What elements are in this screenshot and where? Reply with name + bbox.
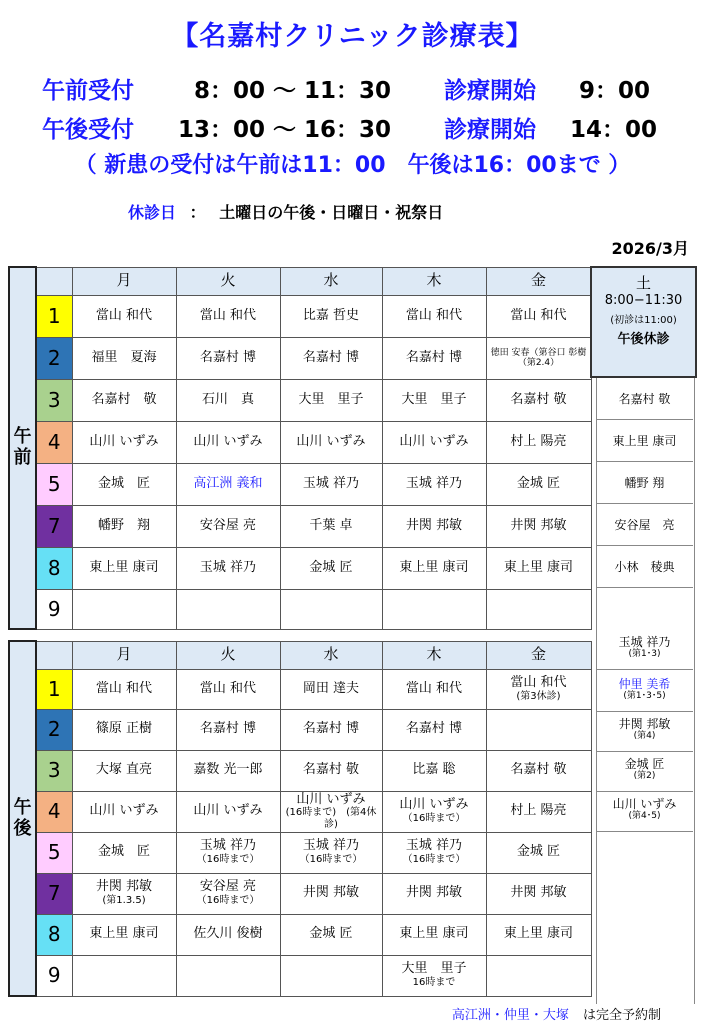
pm-day-header: 金 [486,641,591,669]
doctor-name: 當山 和代 [510,674,567,690]
am-doctor-cell [280,505,382,547]
doctor-note: 16時まで [412,977,456,989]
am-doctor-cell [72,505,176,547]
pm-doctor-cell [72,832,176,873]
doctor-name: 山川 いずみ [193,433,263,449]
am-corner [36,267,72,295]
am-doctor-cell [176,379,280,421]
doctor-name: 東上里 康司 [399,559,469,575]
am-doctor-cell [72,589,176,629]
pm-doctor-cell [486,873,591,914]
doctor-name: 當山 和代 [95,307,153,323]
pm-row [9,669,591,709]
am-doctor-cell [382,463,486,505]
am-doctor-cell [280,337,382,379]
am-slot-number: 5 [36,463,72,505]
pm-doctor-cell [486,709,591,750]
pm-doctor-cell [72,955,176,996]
doctor-name: 玉城 祥乃 [199,559,257,575]
doctor-name: 井関 邦敏 [510,517,567,533]
doctor-name: 玉城 祥乃 [405,838,463,854]
doctor-name: 玉城 祥乃 [618,635,671,649]
doctor-name: 井関 邦敏 [405,517,463,533]
doctor-name: 當山 和代 [405,680,463,696]
pm-doctor-cell [72,750,176,791]
am-schedule-table [8,266,592,630]
pm-doctor-cell [280,709,382,750]
pm-row [9,955,591,996]
pm-doctor-cell [72,709,176,750]
pm-row [9,873,591,914]
am-doctor-cell [72,337,176,379]
am-doctor-cell [280,421,382,463]
doctor-name: 金城 匠 [516,475,561,491]
doctor-name: 當山 和代 [405,307,463,323]
doctor-note: （16時まで） [402,854,466,866]
pm-start: 14：00 [570,117,658,143]
footer-text: は完全予約制 [582,1008,661,1023]
month-label: 2026/3月 [611,239,689,258]
pm-corner [36,641,72,669]
pm-doctor-cell [176,914,280,955]
am-doctor-cell [280,547,382,589]
pm-slot-number: 1 [36,669,72,709]
am-doctor-cell [280,463,382,505]
saturday-pm-closed: 午後休診 [617,332,670,347]
doctor-name: 山川 いずみ [399,797,469,813]
doctor-name: 名嘉村 博 [405,721,463,737]
doctor-name: 當山 和代 [95,680,153,696]
pm-time: 13：00 ～ 16：30 [178,117,392,143]
doctor-name: 玉城 祥乃 [199,838,257,854]
am-slot-number: 2 [36,337,72,379]
doctor-name: 金城 匠 [309,926,353,942]
doctor-name: 名嘉村 博 [302,349,360,365]
doctor-name: 東上里 康司 [89,926,159,942]
am-row [9,547,591,589]
am-slot-number: 9 [36,589,72,629]
doctor-name: 玉城 祥乃 [302,838,360,854]
pm-slot-number: 8 [36,914,72,955]
pm-day-header: 木 [382,641,486,669]
am-doctor-cell [382,337,486,379]
pm-doctor-cell [382,709,486,750]
doctor-name: 徳田 安春（第谷口 彰樹（第2.4） [490,347,587,368]
am-label: 午前受付 [42,78,134,104]
pm-schedule-table [8,640,592,997]
doctor-name: 金城 匠 [97,844,150,860]
doctor-note: (第2) [633,771,656,782]
doctor-note: (第4･5) [628,811,661,822]
pm-doctor-cell [486,669,591,709]
doctor-name: 山川 いずみ [296,791,366,807]
pm-slot-number: 9 [36,955,72,996]
am-time: 8：00 ～ 11：30 [194,78,392,104]
pm-doctor-cell [176,709,280,750]
doctor-name: 名嘉村 敬 [91,391,157,407]
pm-doctor-cell [280,791,382,832]
pm-doctor-cell [382,873,486,914]
am-doctor-cell [486,337,591,379]
am-start-label: 診療開始 [444,78,536,104]
pm-day-header: 火 [176,641,280,669]
pm-doctor-cell [72,873,176,914]
doctor-name: 大里 里子 [401,391,467,407]
pm-doctor-cell [486,914,591,955]
am-slot-number: 3 [36,379,72,421]
doctor-name: 名嘉村 敬 [510,762,567,778]
doctor-name: 當山 和代 [199,680,257,696]
am-doctor-cell [486,547,591,589]
pm-doctor-cell [382,669,486,709]
doctor-note: (第1･3) [628,649,661,660]
pm-doctor-cell [280,873,382,914]
doctor-note: (第3休診) [516,690,561,702]
doctor-name: 福里 夏海 [91,349,157,365]
doctor-name: 村上 陽亮 [510,803,567,819]
doctor-note: （16時まで） [196,854,260,866]
doctor-name: 大里 里子 [298,391,364,407]
am-row [9,337,591,379]
doctor-name: 村上 陽亮 [510,433,567,449]
doctor-name: 大里 里子 [401,961,467,977]
am-row [9,379,591,421]
doctor-name: 金城 匠 [309,559,353,575]
doctor-name: 名嘉村 博 [302,721,360,737]
pm-day-header: 月 [72,641,176,669]
pm-side-label: 午後 [9,641,36,996]
doctor-name: 山川 いずみ [399,433,469,449]
doctor-name: 佐久川 俊樹 [193,926,263,942]
pm-start-label: 診療開始 [444,117,536,143]
am-doctor-cell [72,463,176,505]
doctor-note: (第4) [633,731,656,742]
saturday-header [590,266,697,378]
pm-doctor-cell [382,750,486,791]
am-doctor-cell [382,379,486,421]
am-start: 9：00 [579,78,651,104]
saturday-doctor: 安谷屋 亮 [596,504,693,546]
am-day-header: 月 [72,267,176,295]
am-doctor-cell [176,589,280,629]
am-doctor-cell [72,547,176,589]
doctor-name: 東上里 康司 [503,559,574,575]
am-slot-number: 8 [36,547,72,589]
pm-doctor-cell [486,955,591,996]
pm-doctor-cell [176,873,280,914]
doctor-name: 安谷屋 亮 [199,517,257,533]
pm-slot-number: 2 [36,709,72,750]
doctor-name: 當山 和代 [199,307,257,323]
doctor-name: 當山 和代 [510,307,567,323]
saturday-time: 8:00−11:30 [604,293,683,308]
am-doctor-cell [486,295,591,337]
am-doctor-cell [486,421,591,463]
am-doctor-cell [486,463,591,505]
pm-doctor-cell [382,955,486,996]
doctor-name: 井関 邦敏 [302,885,360,901]
pm-doctor-cell [176,832,280,873]
doctor-name: 嘉数 光一郎 [193,762,263,778]
closed-label: 休診日 [128,203,177,222]
new-patient-note: （ 新患の受付は午前は11：00 午後は16：00まで ） [74,153,631,178]
saturday-extra-doctor [596,752,693,792]
doctor-name: 東上里 康司 [399,926,469,942]
doctor-name: 金城 匠 [624,757,665,771]
pm-doctor-cell [382,832,486,873]
am-doctor-cell [72,421,176,463]
saturday-extra-doctor [596,672,693,712]
pm-doctor-cell [176,669,280,709]
doctor-name: 井関 邦敏 [618,717,671,731]
pm-row [9,750,591,791]
doctor-name: 東上里 康司 [503,926,574,942]
saturday-note: (初診は11:00) [610,315,677,326]
doctor-name: 大塚 直亮 [95,762,153,778]
closed-sep: ： [189,203,206,222]
closed-days [128,200,443,223]
pm-doctor-cell [72,669,176,709]
doctor-name: 井関 邦敏 [95,879,153,895]
doctor-name: 名嘉村 敬 [510,391,567,407]
am-day-header: 木 [382,267,486,295]
doctor-name: 千葉 卓 [309,517,353,533]
doctor-name: 仲里 美希 [618,677,671,691]
pm-doctor-cell [486,750,591,791]
saturday-extra-doctor [596,792,693,832]
doctor-note: (第1.3.5) [102,895,146,907]
am-doctor-cell [486,505,591,547]
doctor-name: 篠原 正樹 [95,721,153,737]
saturday-extra-doctor [596,630,693,670]
pm-row [9,914,591,955]
doctor-name: 安谷屋 亮 [199,879,257,895]
doctor-name: 東上里 康司 [89,559,159,575]
pm-doctor-cell [176,750,280,791]
doctor-name: 高江洲 義和 [193,475,263,491]
am-doctor-cell [176,463,280,505]
am-doctor-cell [382,547,486,589]
am-row [9,589,591,629]
doctor-name: 比嘉 聡 [412,762,456,778]
am-doctor-cell [382,505,486,547]
doctor-note: (第1･3･5) [623,691,666,702]
am-day-header: 水 [280,267,382,295]
am-doctor-cell [280,295,382,337]
doctor-name: 石川 真 [201,391,254,407]
pm-doctor-cell [280,914,382,955]
am-slot-number: 1 [36,295,72,337]
doctor-name: 金城 匠 [516,844,561,860]
am-row [9,295,591,337]
saturday-doctor: 東上里 康司 [596,420,693,462]
doctor-name: 山川 いずみ [296,433,366,449]
am-doctor-cell [486,379,591,421]
doctor-note: （16時まで） [402,813,466,825]
am-doctor-cell [382,421,486,463]
pm-doctor-cell [382,914,486,955]
am-doctor-cell [72,379,176,421]
pm-row [9,832,591,873]
am-doctor-cell [280,589,382,629]
am-doctor-cell [382,589,486,629]
am-doctor-cell [280,379,382,421]
pm-slot-number: 4 [36,791,72,832]
pm-doctor-cell [486,791,591,832]
doctor-note: （16時まで） [299,854,363,866]
saturday-extra-doctor [596,712,693,752]
footer-names: 高江洲・仲里・大塚 [451,1008,569,1023]
doctor-name: 幡野 翔 [97,517,150,533]
doctor-name: 山川 いずみ [612,797,677,811]
doctor-name: 名嘉村 敬 [302,762,360,778]
pm-row [9,709,591,750]
pm-doctor-cell [176,955,280,996]
pm-slot-number: 7 [36,873,72,914]
am-doctor-cell [486,589,591,629]
am-day-header: 火 [176,267,280,295]
am-doctor-cell [176,295,280,337]
am-row [9,505,591,547]
pm-label: 午後受付 [42,117,134,143]
doctor-name: 玉城 祥乃 [405,475,463,491]
am-doctor-cell [382,295,486,337]
pm-doctor-cell [382,791,486,832]
pm-doctor-cell [280,832,382,873]
am-doctor-cell [72,295,176,337]
doctor-name: 岡田 達夫 [302,680,360,696]
doctor-name: 名嘉村 博 [199,721,257,737]
footer-note [452,1004,661,1023]
doctor-name: 玉城 祥乃 [302,475,360,491]
am-side-label: 午前 [9,267,36,629]
saturday-day: 土 [635,274,651,292]
am-doctor-cell [176,547,280,589]
am-day-header: 金 [486,267,591,295]
am-row [9,421,591,463]
pm-slot-number: 5 [36,832,72,873]
saturday-doctor: 幡野 翔 [596,462,693,504]
pm-doctor-cell [280,669,382,709]
saturday-doctor: 小林 稜典 [596,546,693,588]
doctor-name: 比嘉 哲史 [302,307,360,323]
doctor-note: (16時まで) (第4休診) [285,807,377,830]
pm-doctor-cell [280,750,382,791]
pm-doctor-cell [176,791,280,832]
am-row [9,463,591,505]
doctor-name: 金城 匠 [97,475,150,491]
doctor-name: 山川 いずみ [89,803,159,819]
pm-slot-number: 3 [36,750,72,791]
pm-row [9,791,591,832]
am-slot-number: 4 [36,421,72,463]
pm-doctor-cell [72,914,176,955]
page-title: 【名嘉村クリニック診療表】 [171,21,534,52]
doctor-name: 名嘉村 博 [199,349,257,365]
closed-text: 土曜日の午後・日曜日・祝祭日 [219,203,444,222]
am-slot-number: 7 [36,505,72,547]
pm-doctor-cell [486,832,591,873]
pm-day-header: 水 [280,641,382,669]
am-doctor-cell [176,505,280,547]
saturday-doctor: 名嘉村 敬 [596,378,693,420]
doctor-name: 井関 邦敏 [405,885,463,901]
am-doctor-cell [176,421,280,463]
doctor-name: 山川 いずみ [193,803,263,819]
doctor-name: 山川 いずみ [89,433,159,449]
am-doctor-cell [176,337,280,379]
doctor-name: 井関 邦敏 [510,885,567,901]
doctor-name: 名嘉村 博 [405,349,463,365]
pm-doctor-cell [280,955,382,996]
doctor-note: （16時まで） [196,895,260,907]
pm-doctor-cell [72,791,176,832]
